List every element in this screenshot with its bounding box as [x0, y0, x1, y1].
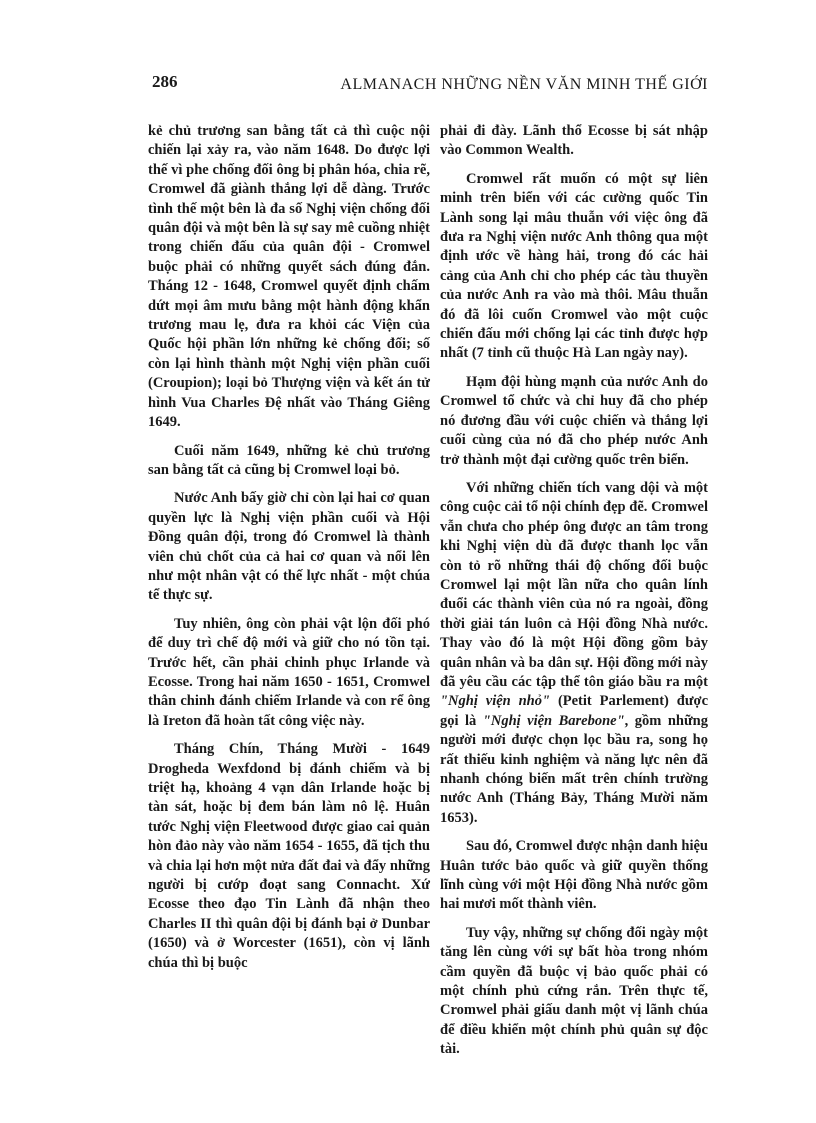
italic-term: "Nghị viện nhỏ" [440, 693, 551, 710]
paragraph: Nước Anh bấy giờ chỉ còn lại hai cơ quan quyền lực là Nghị viện phần cuối và Hội Đồng quân đội, trong đó Cromwel là thành viên chủ chốt của cả hai cơ quan và nổi lên như một nhân vật có thế lực nhất - một chúa tể thực sự. [148, 490, 430, 604]
paragraph [440, 479, 708, 828]
italic-term: "Nghị viện Barebone" [482, 712, 625, 729]
paragraph: Cuối năm 1649, những kẻ chủ trương san bằng tất cả cũng bị Cromwel loại bỏ. [148, 442, 430, 478]
paragraph: Hạm đội hùng mạnh của nước Anh do Cromwel tổ chức và chỉ huy đã cho phép nó đương đầu với cuộc chiến và thắng lợi cuối cùng của nó đã cho phép nước Anh trở thành một đại cường quốc trên biển. [440, 373, 708, 468]
paragraph: Tháng Chín, Tháng Mười - 1649 Drogheda Wexfdond bị đánh chiếm và bị triệt hạ, khoảng 4 vạn dân Irlande hoặc bị tàn sát, hoặc bị đem bán làm nô lệ. Huân tước Nghị viện Fleetwood được giao cai quản hòn đảo này vào năm 1654 - 1655, đã tịch thu và chia lại hơn một nửa đất đai và đẩy những người bị cướp đoạt sang Connacht. Xứ Ecosse theo đạo Tin Lành đã nhận theo Charles II thì quân đội bị đánh bại ở Dunbar (1650) và ở Worcester (1651), còn vị lãnh chúa thì bị buộc [148, 741, 430, 971]
paragraph: Cromwel rất muốn có một sự liên minh trên biển với các cường quốc Tin Lành song lại mâu thuẫn với việc ông đã đưa ra Nghị viện nước Anh thông qua một định ước về hàng hải, trong đó các hải cảng của Anh chỉ cho phép các tàu thuyền của nước Anh ra vào mà thôi. Mâu thuẫn đó đã lôi cuốn Cromwel vào một cuộc chiến đấu mới chống lại các tỉnh được hợp nhất (7 tỉnh cũ thuộc Hà Lan ngày nay). [440, 170, 708, 362]
left-text-column [148, 122, 430, 973]
paragraph: Sau đó, Cromwel được nhận danh hiệu Huân tước bảo quốc và giữ quyền thống lĩnh cùng với một Hội đồng Nhà nước gồm hai mươi mốt thành viên. [440, 838, 708, 913]
running-header-title: ALMANACH NHỮNG NỀN VĂN MINH THẾ GIỚI [340, 76, 708, 93]
paragraph: Tuy nhiên, ông còn phải vật lộn đối phó để duy trì chế độ mới và giữ cho nó tồn tại. Trước hết, cần phải chinh phục Irlande và Ecosse. Trong hai năm 1650 - 1651, Cromwel thân chinh đánh chiếm Irlande và con rể ông là Ireton đã hoàn tất công việc này. [148, 615, 430, 729]
paragraph-text: Với những chiến tích vang dội và một công cuộc cải tổ nội chính đẹp đẽ. Cromwel vẫn chưa cho phép ông được an tâm trong khi Nghị viện dù đã được thanh lọc vẫn còn tỏ rõ những thái độ chống đối buộc Cromwel lại một lần nữa cho quân lính đuổi các thành viên của nó ra ngoài, đồng thời giải tán luôn cả Hội đồng Nhà nước. Thay vào đó là một Hội đồng gồm bảy quân nhân và ba dân sự. Hội đồng mới này đã yêu cầu các tập thể tôn giáo bầu ra một [440, 479, 708, 690]
paragraph-text: , gồm những người mới được chọn lọc bầu ra, song họ rất thiếu kinh nghiệm và năng lực nên đã nhanh chóng biến mất trên chính trường nước Anh (Tháng Bảy, Tháng Mười năm 1653). [440, 712, 708, 826]
paragraph: kẻ chủ trương san bằng tất cả thì cuộc nội chiến lại xảy ra, vào năm 1648. Do được lợi thế vì phe chống đối ông bị phân hóa, chia rẽ, Cromwel đã giành thắng lợi dễ dàng. Trước tình thế một bên là đa số Nghị viện chống đối quân đội và một bên là sự say mê cuồng nhiệt trong chiến đấu của quân đội - Cromwel buộc phải có những quyết sách đúng đắn. Tháng 12 - 1648, Cromwel quyết định chấm dứt mọi âm mưu bằng một hành động khẩn trương mau lẹ, đưa ra khỏi các Viện của Quốc hội phần lớn những kẻ chống đối; số còn lại hình thành một Nghị viện phần cuối (Croupion); loại bỏ Thượng viện và kết án tử hình Vua Charles Đệ nhất vào Tháng Giêng 1649. [148, 123, 430, 431]
page-number: 286 [152, 72, 178, 91]
paragraph: Tuy vậy, những sự chống đối ngày một tăng lên cùng với sự bất hòa trong nhóm cầm quyền đã buộc vị bảo quốc phải có một chính phủ cứng rắn. Trên thực tế, Cromwel phải giấu danh một vị lãnh chúa để điều khiển một chính phủ quân sự độc tài. [440, 924, 708, 1058]
paragraph-text: (Petit Parlement) được gọi là [440, 693, 708, 729]
right-text-column [440, 122, 708, 1060]
paragraph: phải đi đày. Lãnh thổ Ecosse bị sát nhập vào Common Wealth. [440, 123, 708, 159]
